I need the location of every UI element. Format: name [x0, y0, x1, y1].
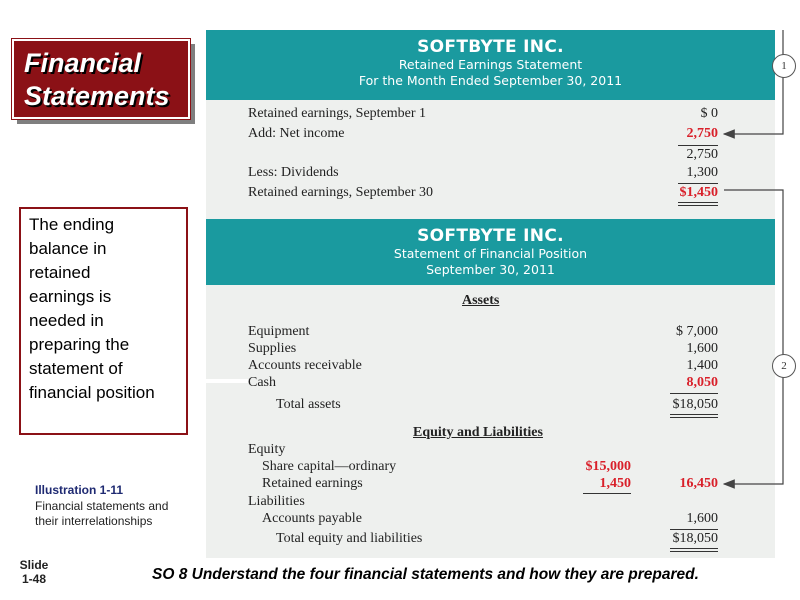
re-dividends-value: 1,300: [686, 165, 718, 180]
slide-number: [14, 558, 54, 586]
title-line-1: Financial: [24, 48, 142, 78]
retained-earnings-value: 1,450: [599, 476, 631, 491]
share-capital-label: Share capital—ordinary: [262, 459, 397, 474]
illustration-title: Illustration 1-11: [35, 483, 124, 497]
equity-liabilities-heading: Equity and Liabilities: [413, 425, 543, 440]
cash-value: 8,050: [686, 375, 718, 390]
arrow-net-income: [724, 30, 783, 134]
callout-line: balance in: [29, 239, 107, 258]
callout-line: preparing the: [29, 335, 130, 354]
callout-line: earnings is: [29, 287, 112, 306]
statement-name: Statement of Financial Position: [393, 246, 588, 261]
re-net-income-value: 2,750: [686, 126, 718, 141]
title-line-2: Statements: [24, 81, 170, 111]
total-assets-value: $18,050: [672, 397, 718, 412]
callout-line: statement of: [29, 359, 123, 378]
accounts-payable-value: 1,600: [686, 511, 718, 526]
re-row-label: Retained earnings, September 1: [248, 106, 427, 121]
asset-value: $ 7,000: [676, 324, 718, 339]
callout-line: retained: [29, 263, 91, 282]
asset-label: Equipment: [248, 324, 310, 339]
liabilities-label: Liabilities: [248, 494, 305, 509]
share-capital-value: $15,000: [585, 459, 631, 474]
statement-date: September 30, 2011: [426, 262, 555, 277]
callout-line: financial position: [29, 383, 155, 402]
re-ending-balance-value: $1,450: [679, 185, 718, 200]
callout-line: The ending: [29, 215, 115, 234]
cash-link-stub: [206, 379, 248, 383]
re-row-value: $ 0: [700, 106, 718, 121]
total-equity-liabilities-label: Total equity and liabilities: [276, 531, 423, 546]
callout-line: needed in: [29, 311, 104, 330]
study-objective: SO 8 Understand the four financial statements and how they are prepared.: [152, 566, 699, 583]
callout-box: [19, 207, 188, 435]
asset-label: Cash: [248, 375, 276, 390]
equity-label: Equity: [248, 442, 286, 457]
retained-earnings-label: Retained earnings: [262, 476, 363, 491]
total-equity-liabilities-value: $18,050: [672, 531, 718, 546]
asset-label: Accounts receivable: [248, 358, 362, 373]
illustration-caption: Financial statements and their interrelationships: [35, 499, 169, 528]
statement-period: For the Month Ended September 30, 2011: [358, 73, 623, 88]
marker-2: 2: [772, 354, 796, 378]
re-row-label: Retained earnings, September 30: [248, 185, 434, 200]
re-subtotal-value: 2,750: [686, 147, 718, 162]
company-name: SOFTBYTE INC.: [417, 226, 564, 246]
equity-total-value: 16,450: [679, 476, 718, 491]
asset-value: 1,600: [686, 341, 718, 356]
asset-value: 1,400: [686, 358, 718, 373]
re-row-label: Add: Net income: [248, 126, 345, 141]
slide-label: Slide: [19, 558, 49, 572]
company-name: SOFTBYTE INC.: [417, 37, 564, 57]
statement-name: Retained Earnings Statement: [398, 57, 583, 72]
re-row-label: Less: Dividends: [248, 165, 339, 180]
assets-heading: Assets: [462, 293, 500, 308]
arrow-retained-earnings: [724, 190, 783, 484]
slide-number-value: 1-48: [21, 572, 47, 586]
accounts-payable-label: Accounts payable: [262, 511, 362, 526]
total-assets-label: Total assets: [276, 397, 341, 412]
asset-label: Supplies: [248, 341, 297, 356]
marker-1: 1: [772, 54, 796, 78]
